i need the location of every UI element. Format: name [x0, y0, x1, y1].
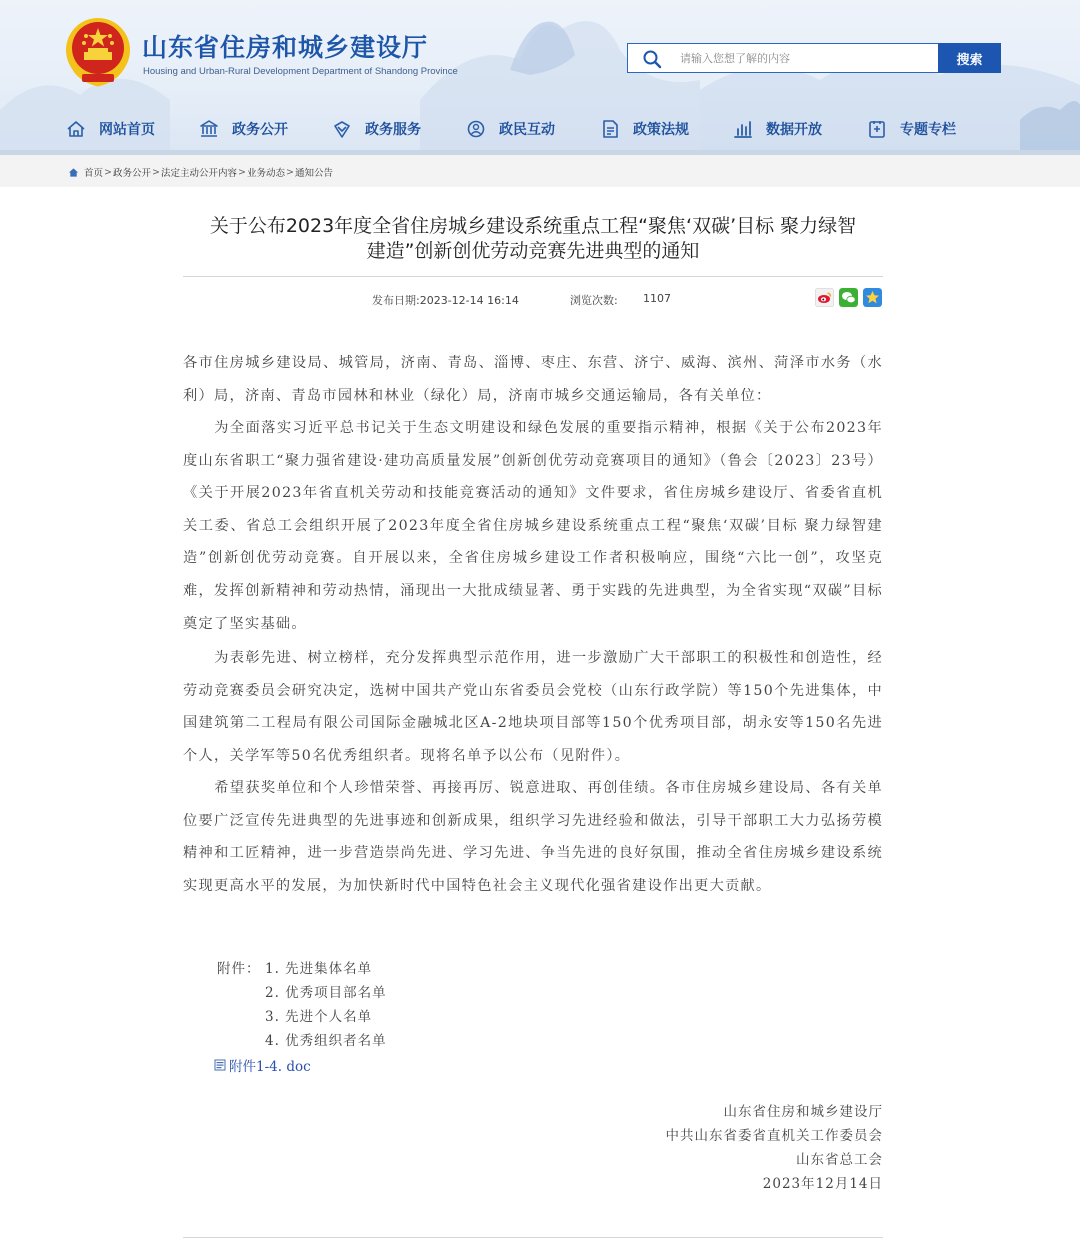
topic-icon — [866, 118, 888, 140]
attachment-item: 1. 先进集体名单 — [265, 961, 373, 977]
bar-chart-icon — [732, 118, 754, 140]
breadcrumb-item-home[interactable]: 首页 — [84, 168, 104, 179]
attachments-label: 附件： — [217, 961, 261, 977]
view-count: 1107 — [643, 292, 671, 305]
nav-item-gov-services[interactable] — [331, 112, 421, 146]
wechat-icon[interactable] — [839, 288, 858, 307]
attachment-item: 3. 先进个人名单 — [265, 1009, 373, 1025]
breadcrumb-separator: > — [104, 166, 112, 178]
breadcrumb — [68, 165, 333, 179]
nav-item-label: 政务服务 — [365, 122, 421, 138]
nav-item-label: 网站首页 — [99, 122, 155, 138]
national-emblem-icon — [64, 16, 132, 88]
nav-item-home[interactable] — [65, 112, 155, 146]
nav-item-label: 数据开放 — [766, 122, 822, 138]
nav-item-label: 政策法规 — [633, 122, 689, 138]
search-button[interactable]: 搜索 — [938, 43, 1001, 73]
attachment-item: 2. 优秀项目部名单 — [265, 985, 387, 1001]
attachment-download-label: 附件1-4. doc — [229, 1059, 311, 1075]
article-title — [182, 214, 884, 264]
signature-line: 山东省住房和城乡建设厅 — [723, 1104, 883, 1120]
salutation-paragraph: 各市住房城乡建设局、城管局，济南、青岛、淄博、枣庄、东营、济宁、威海、滨州、菏泽市水务（水利）局，济南、青岛市园林和林业（绿化）局，济南市城乡交通运输局，各有关单位： — [183, 355, 883, 404]
main-nav — [0, 112, 1080, 148]
breadcrumb-item-business-news[interactable]: 业务动态 — [246, 168, 285, 179]
signature-line: 山东省总工会 — [796, 1152, 883, 1168]
document-icon — [599, 118, 621, 140]
signature-line: 中共山东省委省直机关工作委员会 — [665, 1128, 883, 1144]
home-icon — [68, 167, 79, 178]
article-paragraph: 希望获奖单位和个人珍惜荣誉、再接再厉、锐意进取、再创佳绩。各市住房城乡建设局、各有关单位要广泛宣传先进典型的先进事迹和创新成果，组织学习先进经验和做法，引导干部职工大力弘扬劳模精神和工匠精神，进一步营造崇尚先进、学习先进、争当先进的良好氛围，推动全省住房城乡建设系统实现更高水平的发展，为加快新时代中国特色社会主义现代化强省建设作出更大贡献。 — [183, 780, 883, 894]
breadcrumb-item-gov-affairs[interactable]: 政务公开 — [112, 168, 151, 179]
breadcrumb-separator: > — [237, 166, 246, 178]
view-count-label: 浏览次数: — [570, 294, 618, 307]
breadcrumb-item-notices[interactable]: 通知公告 — [294, 168, 333, 179]
article-paragraph: 为表彰先进、树立榜样，充分发挥典型示范作用，进一步激励广大干部职工的积极性和创造性，经劳动竞赛委员会研究决定，选树中国共产党山东省委员会党校（山东行政学院）等150个先进集体，中国建筑第二工程局有限公司国际金融城北区A-2地块项目部等150个优秀项目部，胡永安等150名先进个人，关学军等50名优秀组织者。现将名单予以公布（见附件）。 — [183, 650, 883, 764]
doc-file-icon — [214, 1059, 226, 1071]
nav-item-label: 专题专栏 — [900, 122, 956, 138]
nav-item-label: 政务公开 — [232, 122, 288, 138]
nav-item-topics[interactable] — [866, 112, 956, 146]
breadcrumb-item-public-content[interactable]: 法定主动公开内容 — [160, 168, 237, 179]
site-title[interactable]: 山东省住房和城乡建设厅 — [142, 33, 429, 62]
attachment-item: 4. 优秀组织者名单 — [265, 1033, 387, 1049]
nav-item-gov-affairs[interactable] — [198, 112, 288, 146]
handshake-icon — [331, 118, 353, 140]
attachment-download-link[interactable] — [214, 1055, 311, 1075]
article-title-line: 关于公布2023年度全省住房城乡建设系统重点工程“聚焦‘双碳’目标 聚力绿智 — [209, 215, 857, 237]
government-building-icon — [198, 118, 220, 140]
favorite-icon[interactable] — [863, 288, 882, 307]
article-title-line: 建造”创新创优劳动竞赛先进典型的通知 — [366, 240, 700, 262]
nav-item-policy[interactable] — [599, 112, 689, 146]
title-divider — [183, 276, 883, 277]
search-box — [627, 43, 939, 73]
interaction-icon — [465, 118, 487, 140]
signature-date: 2023年12月14日 — [762, 1176, 883, 1192]
publish-date-label: 发布日期: — [372, 294, 420, 307]
article-paragraph: 为全面落实习近平总书记关于生态文明建设和绿色发展的重要指示精神，根据《关于公布2023年度山东省职工“聚力强省建设·建功高质量发展”创新创优劳动竞赛项目的通知》（鲁会〔2023〕23号）《关于开展2023年省直机关劳动和技能竞赛活动的通知》文件要求，省住房城乡建设厅、省委省直机关工委、省总工会组织开展了2023年度全省住房城乡建设系统重点工程“聚焦‘双碳’目标 聚力绿智建造”创新创优劳动竞赛。自开展以来，全省住房城乡建设工作者积极响应，围绕“六比一创”，攻坚克难，发挥创新精神和劳动热情，涌现出一大批成绩显著、勇于实践的先进典型，为全省实现“双碳”目标奠定了坚实基础。 — [183, 420, 883, 632]
site-subtitle: Housing and Urban-Rural Development Department of Shandong Province — [143, 66, 458, 77]
breadcrumb-bar — [0, 155, 1080, 187]
nav-item-open-data[interactable] — [732, 112, 822, 146]
publish-date-value: 2023-12-14 16:14 — [419, 294, 519, 307]
nav-item-interaction[interactable] — [465, 112, 555, 146]
weibo-icon[interactable] — [815, 288, 834, 307]
home-icon — [65, 118, 87, 140]
search-icon[interactable] — [642, 49, 662, 69]
breadcrumb-separator: > — [152, 166, 160, 178]
bottom-divider — [183, 1237, 883, 1238]
site-header — [0, 0, 1080, 155]
search-input[interactable] — [680, 44, 930, 72]
nav-item-label: 政民互动 — [499, 122, 555, 138]
breadcrumb-separator: > — [285, 166, 294, 178]
publish-date — [372, 292, 519, 308]
